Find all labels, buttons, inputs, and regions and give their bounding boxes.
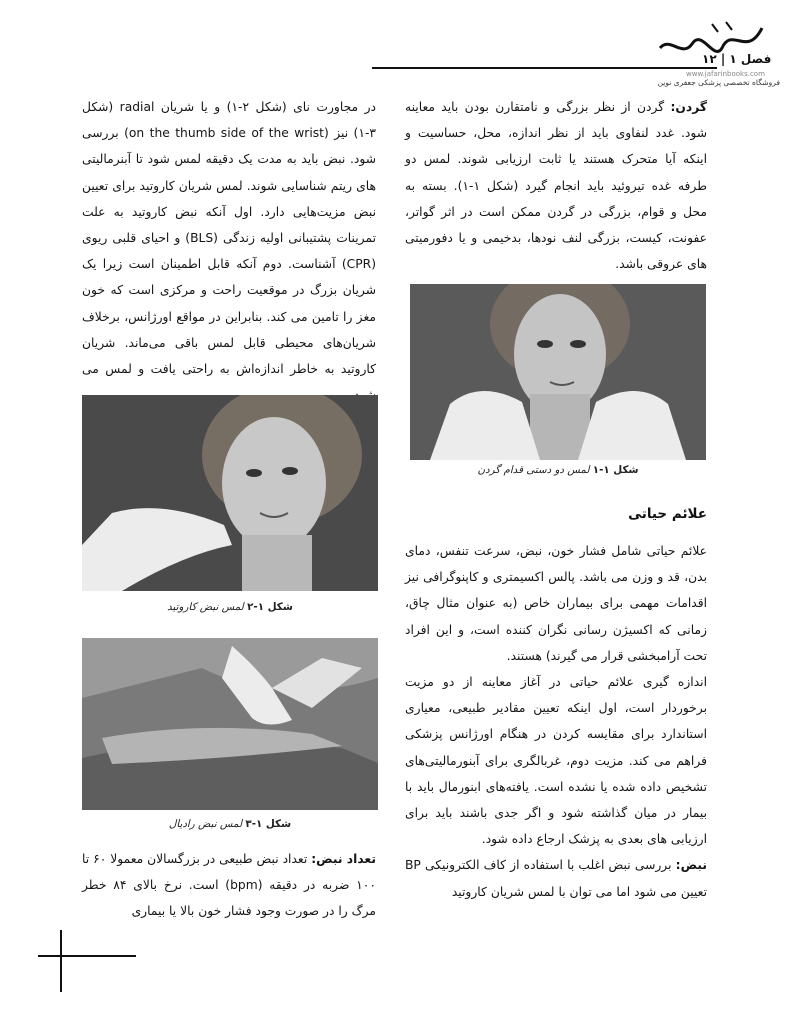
figure-1-caption: [410, 464, 706, 476]
header-rule: [372, 67, 717, 69]
figure-1-photo: [410, 284, 706, 460]
figure-1-caption-text: لمس دو دستی قدام گردن: [477, 464, 590, 476]
pulse-paragraph: [405, 852, 707, 904]
pulse-lead: نبض:: [675, 858, 707, 873]
figure-2-caption: [82, 601, 378, 613]
figure-2-label: شکل ۱-۲: [247, 601, 293, 613]
vitals-paragraph: علائم حیاتی شامل فشار خون، نبض، سرعت تنفس، دمای بدن، قد و وزن می باشد. پالس اکسیمتری و کاپنوگرافی نیز اقدامات مهمی برای بیماران خاص (به عنوان مثال چاق، زمانی که اکسیژن رسانی نگران کننده است، و این افراد تحت آرامبخشی قرار می گیرند) هستند.: [405, 544, 707, 663]
figure-1-label: شکل ۱-۱: [592, 464, 639, 476]
watermark-url: www.jafarinbooks.com: [686, 70, 765, 78]
neck-lead: گردن:: [670, 100, 707, 114]
pulse-sites-paragraph: [82, 94, 376, 408]
pulse-rate-text: تعداد نبض طبیعی در بزرگسالان معمولا ۶۰ تا ۱۰۰ ضربه در دقیقه (bpm) است. نرخ بالای ۸۴ خطر مرگ را در صورت وجود فشار خون بالا یا بیماری: [82, 852, 376, 919]
radial-palpation-illustration: [82, 638, 378, 810]
figure-2-caption-text: لمس نبض کاروتید: [167, 601, 244, 613]
english-phrase: (on the thumb side of the wrist): [124, 126, 329, 141]
pulse-rate-lead: تعداد نبض:: [311, 852, 376, 866]
neck-text: گردن از نظر بزرگی و نامتقارن بودن باید معاینه شود. غدد لنفاوی باید از نظر اندازه، محل، حساسیت و اینکه آیا متحرک هستند یا ثابت ارزیابی شوند. لمس دو طرفه غده تیروئید باید انجام گیرد (شکل ۱-۱). بسته به محل و قوام، بزرگی در گردن ممکن است در اثر گواتر، عفونت، کیست، بزرگی لنف نودها، بدخیمی و یا دفورمیتی های عروقی باشد.: [405, 100, 707, 272]
vitals-paragraph: اندازه گیری علائم حیاتی در آغاز معاینه از دو مزیت برخوردار است، اول اینکه تعیین مقادیر طبیعی، معیاری استاندارد برای مقایسه کردن در هنگام اورژانس پزشکی فراهم می کند. مزیت دوم، غربالگری برای آبنورمالیتی‌های تشخیص داده شده یا نشده است. یافته‌های ابنورمال باید با بیمار در میان گذاشته شود و اگر جدی باشند باید برای ارزیابی های بعدی به پزشک ارجاع داده شود.: [405, 675, 707, 847]
figure-3-caption: [82, 818, 378, 830]
crop-mark-vertical: [60, 930, 62, 992]
pulse-sites-text-1: در مجاورت نای (شکل ۲-۱) و یا شریان radial (شکل ۳-۱) نیز: [82, 100, 376, 141]
vitals-body: [405, 538, 707, 905]
pulse-text: بررسی نبض اغلب با استفاده از کاف الکترونیکی BP تعیین می شود اما می توان با لمس شریان کاروتید: [405, 858, 707, 899]
neck-paragraph: [405, 94, 707, 277]
figure-3-photo: [82, 638, 378, 810]
pulse-rate-paragraph: [82, 846, 376, 925]
figure-3-label: شکل ۱-۳: [245, 818, 292, 830]
figure-2-photo: [82, 395, 378, 591]
figure-3-caption-text: لمس نبض رادیال: [168, 818, 243, 830]
store-name: فروشگاه تخصصی پزشکی جعفری نوین: [657, 78, 780, 87]
page-number: فصل ۱ | ۱۲: [702, 52, 772, 66]
crop-mark-horizontal: [38, 955, 136, 957]
neck-palpation-illustration: [410, 284, 706, 460]
section-heading-vitals: علائم حیاتی: [628, 506, 707, 522]
carotid-palpation-illustration: [82, 395, 378, 591]
pulse-sites-text-2: بررسی شود. نبض باید به مدت یک دقیقه لمس شود تا آبنرمالیتی های ریتم شناسایی شوند. لمس شریان کاروتید برای تعیین نبض مزیت‌هایی دارد. اول آنکه نبض کاروتید به علت تمرینات پشتیبانی اولیه زندگی (BLS) و احیای قلبی ریوی (CPR) آشناست. دوم آنکه قابل اطمینان است زیرا یک شریان بزرگ در موقعیت راحت و مرکزی است که خون مغز را تامین می کند. بنابراین در مواقع اورژانس، برخلاف شریان‌های محیطی قابل لمس باقی می‌ماند. شریان کاروتید به خاطر اندازه‌اش به راحتی یافت و لمس می: [82, 126, 376, 377]
